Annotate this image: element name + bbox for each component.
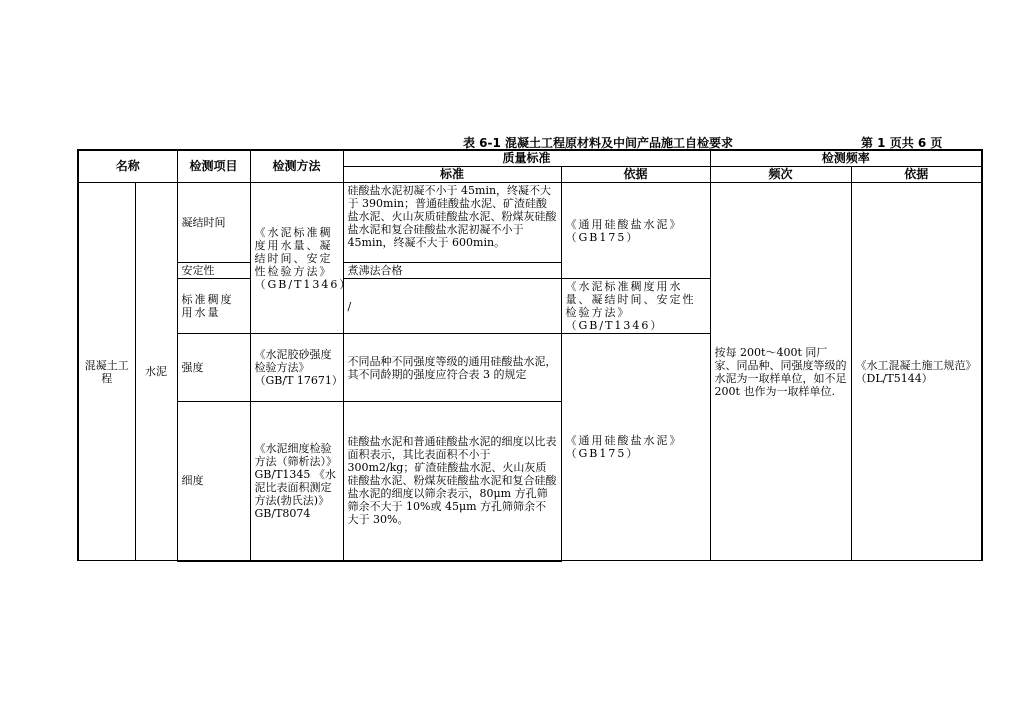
item-fineness: 细度 bbox=[177, 402, 250, 561]
standard-fineness: 硅酸盐水泥和普通硅酸盐水泥的细度以比表面积表示，其比表面积不小于 300m2/kg；矿渣硅酸盐水泥、火山灰质硅酸盐水泥、粉煤灰硅酸盐水泥和复合硅酸盐水泥的细度以筛余表示，80μm 方孔筛筛余不大于 10%或 45μm 方孔筛筛余不大于 30%。 bbox=[343, 402, 561, 561]
standard-setting-time: 硅酸盐水泥初凝不小于 45min，终凝不大于 390min；普通硅酸盐水泥、矿渣硅酸盐水泥、火山灰质硅酸盐水泥、粉煤灰硅酸盐水泥和复合硅酸盐水泥初凝不小于 45min，终凝不大于 600min。 bbox=[343, 183, 561, 263]
page-info: 第 1 页共 6 页 bbox=[861, 136, 943, 150]
item-consistency: 标准稠度用水量 bbox=[177, 279, 250, 334]
basis-strength-fineness: 《通用硅酸盐水泥》（GB175） bbox=[561, 334, 710, 561]
method-fineness: 《水泥细度检验方法（筛析法）》GB/T1345 《水泥比表面积测定方法(勃氏法)》GB/T8074 bbox=[250, 402, 343, 561]
standard-soundness: 煮沸法合格 bbox=[343, 263, 561, 279]
item-strength: 强度 bbox=[177, 334, 250, 402]
header-frequency-basis: 依据 bbox=[851, 167, 982, 183]
table-caption: 表 6-1 混凝土工程原材料及中间产品施工自检要求 bbox=[463, 136, 734, 150]
basis-consistency: 《水泥标准稠度用水量、凝结时间、安定性检验方法》（GB/T1346） bbox=[561, 279, 710, 334]
header-basis: 依据 bbox=[561, 167, 710, 183]
inspection-table bbox=[77, 149, 983, 562]
header-frequency-group: 检测频率 bbox=[710, 150, 982, 167]
standard-strength: 不同品种不同强度等级的通用硅酸盐水泥，其不同龄期的强度应符合表 3 的规定 bbox=[343, 334, 561, 402]
category-cell: 混凝土工程 bbox=[78, 183, 135, 561]
method-setting-time: 《水泥标准稠度用水量、凝结时间、安定性检验方法》（GB/T1346） bbox=[250, 183, 343, 334]
item-soundness: 安定性 bbox=[177, 263, 250, 279]
header-quality: 质量标准 bbox=[343, 150, 710, 167]
basis-setting-time: 《通用硅酸盐水泥》（GB175） bbox=[561, 183, 710, 279]
header-frequency: 频次 bbox=[710, 167, 851, 183]
header-item: 检测项目 bbox=[177, 150, 250, 183]
header-standard: 标准 bbox=[343, 167, 561, 183]
item-setting-time: 凝结时间 bbox=[177, 183, 250, 263]
standard-consistency: / bbox=[343, 279, 561, 334]
method-strength: 《水泥胶砂强度检验方法》（GB/T 17671） bbox=[250, 334, 343, 402]
header-name: 名称 bbox=[78, 150, 177, 183]
frequency-cell: 按每 200t～400t 同厂家、同品种、同强度等级的水泥为一取样单位，如不足 200t 也作为一取样单位. bbox=[710, 183, 851, 561]
header-method: 检测方法 bbox=[250, 150, 343, 183]
frequency-basis-cell: 《水工混凝土施工规范》（DL/T5144） bbox=[851, 183, 982, 561]
material-cell: 水泥 bbox=[135, 183, 177, 561]
